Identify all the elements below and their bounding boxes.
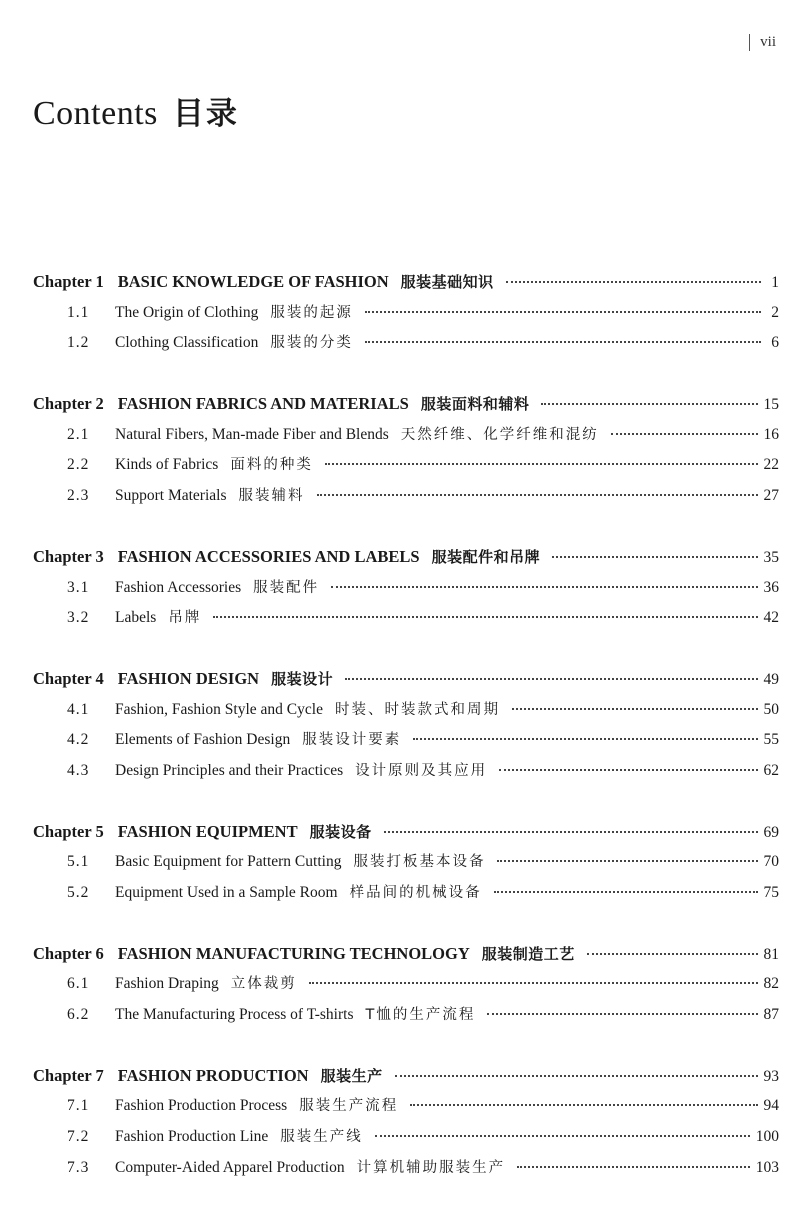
toc-section-row[interactable] xyxy=(33,725,779,756)
page-ref: 70 xyxy=(763,853,779,871)
dot-leader xyxy=(487,1012,757,1015)
page-ref: 103 xyxy=(755,1158,779,1176)
dot-leader xyxy=(317,493,758,496)
section-title: Labels xyxy=(115,609,157,627)
section-title: Support Materials xyxy=(115,487,227,505)
section-title: Fashion Production Line xyxy=(115,1128,269,1146)
dot-leader xyxy=(611,432,758,435)
toc-section-row[interactable] xyxy=(33,878,779,909)
page-title xyxy=(33,88,245,133)
section-title: Design Principles and their Practices xyxy=(115,761,344,779)
chapter-title-zh: 服装制造工艺 xyxy=(481,944,575,963)
chapter-title-zh: 服装基础知识 xyxy=(400,273,494,291)
toc-section-row[interactable] xyxy=(33,450,779,481)
toc-section-row[interactable] xyxy=(33,573,779,604)
section-title-zh: T恤的生产流程 xyxy=(365,1007,476,1024)
chapter-title-zh: 服装设备 xyxy=(309,822,372,841)
section-title: Computer-Aided Apparel Production xyxy=(115,1158,345,1176)
toc-chapter xyxy=(33,267,779,359)
section-number: 2.2 xyxy=(67,456,90,474)
chapter-title-zh: 服装设计 xyxy=(271,669,334,688)
page-ref: 1 xyxy=(771,274,779,291)
toc-section-row[interactable] xyxy=(33,1091,779,1122)
chapter-title: BASIC KNOWLEDGE OF FASHION xyxy=(117,272,389,291)
section-title-zh: 时装、时装款式和周期 xyxy=(334,701,500,718)
section-title-zh: 服装的分类 xyxy=(270,335,353,352)
section-number: 7.2 xyxy=(67,1128,90,1146)
toc-section-row[interactable] xyxy=(33,1122,779,1153)
dot-leader xyxy=(331,585,757,588)
chapter-number: Chapter 7 xyxy=(33,1065,104,1085)
section-title: Equipment Used in a Sample Room xyxy=(115,884,338,901)
toc-chapter xyxy=(33,389,779,512)
dot-leader xyxy=(512,707,758,710)
section-number: 2.1 xyxy=(67,425,90,443)
chapter-number: Chapter 4 xyxy=(33,668,104,688)
page-ref: 22 xyxy=(763,456,779,474)
chapter-title-zh: 服装生产 xyxy=(320,1066,383,1085)
chapter-title-zh: 服装配件和吊牌 xyxy=(431,547,541,566)
toc-chapter-row[interactable] xyxy=(33,664,779,695)
chapter-number: Chapter 2 xyxy=(33,394,104,414)
section-title-zh: 设计原则及其应用 xyxy=(355,762,488,779)
page-number-text: vii xyxy=(760,34,776,50)
section-number: 6.1 xyxy=(67,975,90,993)
chapter-title-zh: 服装面料和辅料 xyxy=(420,395,530,414)
section-title-zh: 样品间的机械设备 xyxy=(349,885,482,901)
section-number: 4.1 xyxy=(67,700,90,718)
page-ref: 36 xyxy=(763,578,779,596)
page-ref: 55 xyxy=(763,731,779,749)
page-ref: 49 xyxy=(763,670,779,688)
toc-chapter xyxy=(33,664,779,787)
chapter-number: Chapter 3 xyxy=(33,546,104,566)
chapter-title: FASHION EQUIPMENT xyxy=(117,821,298,841)
dot-leader xyxy=(365,310,761,313)
page-ref: 2 xyxy=(771,303,779,321)
toc-chapter-row[interactable] xyxy=(33,939,779,970)
toc-chapter-row[interactable] xyxy=(33,389,779,420)
dot-leader xyxy=(517,1165,750,1168)
toc-chapter-row[interactable] xyxy=(33,267,779,298)
toc-chapter xyxy=(33,542,779,634)
section-title: The Origin of Clothing xyxy=(115,303,259,321)
section-title: Kinds of Fabrics xyxy=(115,456,219,474)
toc-chapter-row[interactable] xyxy=(33,542,779,573)
page-ref: 62 xyxy=(763,761,779,779)
section-number: 4.2 xyxy=(67,731,90,749)
dot-leader xyxy=(325,462,758,465)
chapter-number: Chapter 1 xyxy=(33,272,104,291)
page-ref: 93 xyxy=(763,1067,779,1085)
chapter-number: Chapter 6 xyxy=(33,943,104,963)
dot-leader xyxy=(384,830,758,833)
toc-section-row[interactable] xyxy=(33,695,779,726)
toc-section-row[interactable] xyxy=(33,756,779,787)
section-title: Clothing Classification xyxy=(115,334,259,352)
page-ref: 82 xyxy=(763,975,779,993)
section-title: Fashion Draping xyxy=(115,975,219,993)
dot-leader xyxy=(213,615,757,618)
section-number: 3.2 xyxy=(67,609,90,627)
toc-chapter xyxy=(33,1061,779,1184)
section-number: 7.3 xyxy=(67,1158,90,1176)
dot-leader xyxy=(410,1103,757,1106)
dot-leader xyxy=(345,677,757,680)
toc-section-row[interactable] xyxy=(33,481,779,512)
chapter-title: FASHION DESIGN xyxy=(117,668,260,688)
section-title-zh: 服装配件 xyxy=(253,579,320,596)
page-ref: 16 xyxy=(763,425,779,443)
section-title-zh: 天然纤维、化学纤维和混纺 xyxy=(400,426,599,443)
toc-section-row[interactable] xyxy=(33,420,779,451)
section-title: Fashion, Fashion Style and Cycle xyxy=(115,700,323,718)
page-ref: 35 xyxy=(763,548,779,566)
section-title: Basic Equipment for Pattern Cutting xyxy=(115,853,342,871)
section-title: Fashion Accessories xyxy=(115,578,242,596)
page-ref: 69 xyxy=(763,823,779,841)
chapter-title: FASHION PRODUCTION xyxy=(117,1065,309,1085)
section-number: 5.2 xyxy=(67,884,90,901)
chapter-number: Chapter 5 xyxy=(33,821,104,841)
toc-chapter xyxy=(33,939,779,1031)
dot-leader xyxy=(309,981,758,984)
section-number: 6.2 xyxy=(67,1006,90,1024)
toc-section-row[interactable] xyxy=(33,1153,779,1184)
section-title-zh: 服装生产流程 xyxy=(299,1098,399,1115)
dot-leader xyxy=(413,737,757,740)
toc-section-row[interactable] xyxy=(33,847,779,878)
section-title-zh: 服装生产线 xyxy=(280,1129,363,1146)
page-ref: 42 xyxy=(763,609,779,627)
toc-section-row[interactable] xyxy=(33,603,779,634)
section-title: The Manufacturing Process of T-shirts xyxy=(115,1006,354,1024)
toc-chapter xyxy=(33,817,779,909)
page-ref: 15 xyxy=(763,396,779,414)
toc-section-row[interactable] xyxy=(33,969,779,1000)
page-number-divider xyxy=(749,34,750,51)
section-title: Natural Fibers, Man-made Fiber and Blends xyxy=(115,425,389,443)
section-number: 1.1 xyxy=(67,303,90,321)
section-number: 1.2 xyxy=(67,334,90,352)
section-title: Elements of Fashion Design xyxy=(115,731,291,749)
section-title-zh: 计算机辅助服装生产 xyxy=(356,1159,506,1176)
section-title: Fashion Production Process xyxy=(115,1097,288,1115)
section-title-zh: 服装辅料 xyxy=(238,488,305,505)
page-ref: 100 xyxy=(755,1128,779,1146)
dot-leader xyxy=(494,890,758,893)
page-ref: 75 xyxy=(763,884,779,901)
section-title-zh: 服装设计要素 xyxy=(302,732,402,749)
dot-leader xyxy=(497,859,757,862)
page-ref: 87 xyxy=(763,1006,779,1024)
section-title-zh: 吊牌 xyxy=(168,610,202,627)
page-title-zh: 目录 xyxy=(172,96,239,132)
dot-leader xyxy=(395,1074,758,1077)
page-ref: 81 xyxy=(763,945,779,963)
dot-leader xyxy=(552,555,757,558)
dot-leader xyxy=(587,952,758,955)
section-title-zh: 服装打板基本设备 xyxy=(353,854,486,871)
toc-section-row[interactable] xyxy=(33,1000,779,1031)
page-number xyxy=(749,34,776,51)
chapter-title: FASHION MANUFACTURING TECHNOLOGY xyxy=(117,943,470,963)
toc-section-row[interactable] xyxy=(33,298,779,329)
section-number: 5.1 xyxy=(67,853,90,871)
page-ref: 50 xyxy=(763,700,779,718)
page-ref: 27 xyxy=(763,487,779,505)
section-title-zh: 立体裁剪 xyxy=(230,976,297,993)
dot-leader xyxy=(541,402,757,405)
dot-leader xyxy=(365,340,761,343)
dot-leader xyxy=(506,280,761,283)
page-ref: 6 xyxy=(771,334,779,352)
section-title-zh: 面料的种类 xyxy=(230,457,313,474)
dot-leader xyxy=(499,768,757,771)
section-number: 4.3 xyxy=(67,761,90,779)
toc-chapter-row[interactable] xyxy=(33,817,779,848)
section-number: 2.3 xyxy=(67,487,90,505)
toc-chapter-row[interactable] xyxy=(33,1061,779,1092)
table-of-contents xyxy=(33,267,779,1214)
toc-section-row[interactable] xyxy=(33,328,779,359)
chapter-title: FASHION ACCESSORIES AND LABELS xyxy=(117,546,420,566)
section-number: 7.1 xyxy=(67,1097,90,1115)
dot-leader xyxy=(375,1134,750,1137)
section-number: 3.1 xyxy=(67,578,90,596)
page-ref: 94 xyxy=(763,1097,779,1115)
page-title-en: Contents xyxy=(33,95,158,132)
section-title-zh: 服装的起源 xyxy=(270,304,353,321)
chapter-title: FASHION FABRICS AND MATERIALS xyxy=(117,394,409,414)
